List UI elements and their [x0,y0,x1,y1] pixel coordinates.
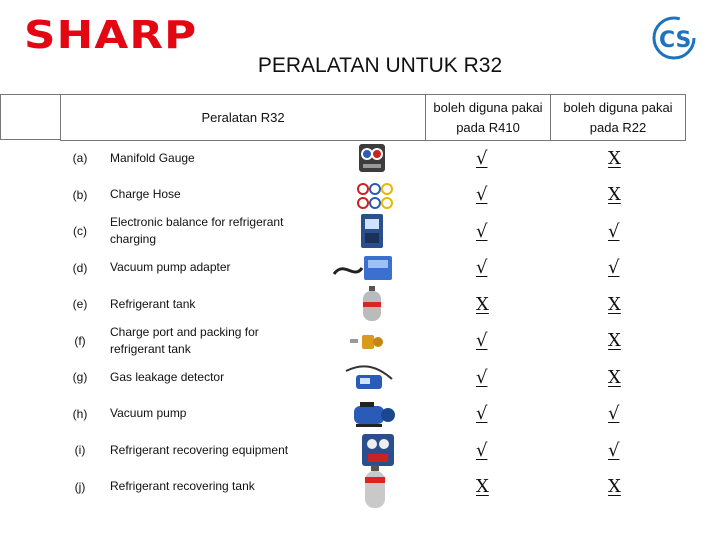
r410-mark: √ [476,184,488,206]
row-name: Refrigerant recovering tank [110,479,255,494]
list-item [60,286,685,323]
r410-mark: √ [476,330,488,352]
list-item [60,432,685,469]
list-item [60,359,685,396]
header-r22: boleh diguna pakai pada R22 [551,95,686,141]
list-item [60,177,685,214]
list-item [60,396,685,433]
row-label: (b) [72,187,88,202]
electronic-balance-icon [358,213,386,249]
equipment-list [60,140,685,505]
charge-hose-icon [353,181,393,211]
row-label: (d) [72,260,88,275]
r22-mark: √ [608,439,620,461]
row-label: (a) [72,151,88,166]
row-label: (f) [74,333,86,348]
r22-mark: X [608,184,621,206]
row-label: (i) [74,443,86,458]
refrigerant-tank-icon [360,286,384,322]
svg-text:CS: CS [659,28,692,53]
sharp-logo: SHARP [24,13,198,57]
header-r410: boleh diguna pakai pada R410 [426,95,551,141]
header-table [60,94,686,141]
row-label: (j) [74,479,86,494]
header-blank-cell [0,94,60,140]
vacuum-pump-icon [350,398,396,430]
header-tool: Peralatan R32 [61,95,426,141]
row-name: Charge port and packing for refrigerant tank [110,324,259,356]
r22-mark: X [608,476,621,498]
row-label: (c) [73,224,87,239]
r22-mark: X [608,330,621,352]
r22-mark: X [608,293,621,315]
r410-mark: X [476,293,489,315]
row-name: Manifold Gauge [110,150,195,165]
page-title: PERALATAN UNTUK R32 [257,54,503,77]
list-item [60,250,685,287]
r22-mark: √ [608,257,620,279]
manifold-gauge-icon [357,142,387,174]
r22-mark: X [608,147,621,169]
row-label: (h) [72,406,88,421]
row-name: Refrigerant recovering equipment [110,442,289,457]
recovery-tank-icon [362,465,388,509]
r410-mark: √ [476,220,488,242]
r410-mark: √ [476,403,488,425]
r410-mark: X [476,476,489,498]
r22-mark: √ [608,403,620,425]
gas-leakage-detector-icon [342,361,396,393]
row-name: Electronic balance for refrigerant charging [110,215,284,247]
r22-mark: X [608,366,621,388]
list-item [60,323,685,360]
r410-mark: √ [476,366,488,388]
row-name: Charge Hose [110,187,181,202]
recovery-unit-icon [360,432,396,468]
row-name: Refrigerant tank [110,296,196,311]
row-name: Vacuum pump [110,406,187,421]
list-item [60,469,685,506]
list-item [60,213,685,250]
row-label: (e) [72,297,88,312]
row-label: (g) [72,370,88,385]
list-item [60,140,685,177]
vacuum-pump-adapter-icon [332,252,394,284]
r22-mark: √ [608,220,620,242]
r410-mark: √ [476,257,488,279]
r410-mark: √ [476,439,488,461]
row-name: Gas leakage detector [110,369,225,384]
row-name: Vacuum pump adapter [110,260,231,275]
charge-port-icon [348,329,384,355]
r410-mark: √ [476,147,488,169]
